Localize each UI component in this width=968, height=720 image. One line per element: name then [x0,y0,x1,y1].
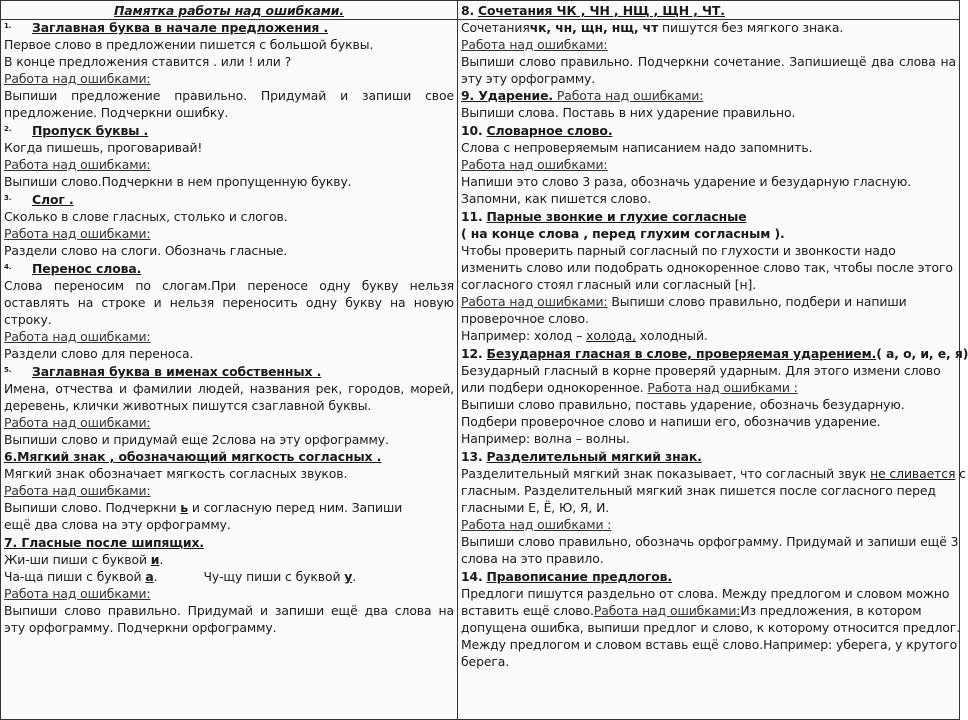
example-part: холо [635,328,670,343]
section-10-text: Запомни, как пишется слово. [461,191,652,206]
section-8-number: 8. [461,3,475,18]
section-14-text [461,602,956,619]
section-13-text-part: с [955,466,966,481]
section-2-heading [4,122,454,139]
section-2-title: Пропуск буквы . [32,123,149,138]
section-8-text-part: пишутся без мягкого знака. [658,20,844,35]
section-5-heading [4,363,454,380]
section-14-title: Правописание предлогов. [486,569,673,584]
work-on-errors-label: Работа над ошибками : [461,517,612,532]
section-1-text: В конце предложения ставится . или ! или ? [4,54,292,69]
section-14-text: Предлоги пишутся раздельно от слова. Между предлогом и словом можно [461,586,950,601]
work-on-errors-label: Работа над ошибками: [461,294,608,309]
section-13-text [461,465,966,482]
work-on-errors-label: Работа над ошибками: [4,586,151,601]
section-7-text-part: Чу-щу пиши с буквой [203,569,345,584]
vowel-letter: и [150,552,160,567]
work-on-errors-label: Работа над ошибками: [553,88,704,103]
section-3-text: Раздели слово на слоги. Обозначь гласные. [4,243,288,258]
work-on-errors-label: Работа над ошибками : [647,380,798,395]
section-12-text: Безударный гласный в корне проверяй ударным. Для этого измени слово [461,363,941,378]
section-11-text: изменить слово или подобрать однокоренное слово так, чтобы после этого [461,260,953,275]
work-on-errors-label: Работа над ошибками: [4,483,151,498]
section-1-title: Заглавная буква в начале предложения . [32,20,329,35]
example-word: холода, [586,328,636,343]
section-11-text: проверочное слово. [461,311,589,326]
section-3-number: 3. [4,194,12,202]
left-column [1,1,458,719]
work-on-errors-label: Работа над ошибками: [4,71,151,86]
section-12-text: Выпиши слово правильно, поставь ударение, обозначь безударную. [461,397,905,412]
section-12-title: Безударная гласная в слове, проверяемая ударением. [486,346,877,361]
section-1-heading [4,19,454,36]
section-8-text-part: Сочетания [461,20,530,35]
section-6-title: 6.Мягкий знак , обозначающий мягкость согласных . [4,449,382,464]
section-4-number: 4. [4,263,12,271]
section-7-text-part: Ча-ща пиши с буквой [4,569,146,584]
section-1-text: Первое слово в предложении пишется с большой буквы. [4,37,374,52]
section-4-text: строку. [4,312,52,327]
section-13-text: гласным. Разделительный мягкий знак пишется после согласного перед [461,483,936,498]
section-5-number: 5. [4,366,12,374]
section-7-text: Ча-ща пиши с буквой а. Чу-щу пиши с буквой у. [4,569,357,584]
section-13-text-part: Разделительный мягкий знак показывает, что согласный звук [461,466,871,481]
section-14-heading [461,568,956,585]
section-14-number: 14. [461,569,483,584]
section-13-text: Выпиши слово правильно, обозначь орфограмму. Придумай и запиши ещё 3 [461,534,959,549]
section-4-heading [4,260,454,277]
section-5-title: Заглавная буква в именах собственных . [32,364,322,379]
section-12-heading [461,345,968,362]
section-11-text [461,293,956,310]
example-letter: д [669,328,679,343]
letter-combinations: чк, чн, щн, нщ, чт [529,20,659,35]
section-7-text-part: Жи-ши пиши с буквой [4,552,151,567]
section-4-text: Раздели слово для переноса. [4,346,194,361]
section-11-heading [461,208,956,225]
section-6-text-part: Выпиши слово. Подчеркни [4,500,181,515]
section-10-text: Напиши это слово 3 раза, обозначь ударение и безударную гласную. [461,174,911,189]
section-11-example [461,327,956,344]
section-13-number: 13. [461,449,483,464]
section-10-text: Слова с непроверяемым написанием надо запомнить. [461,140,813,155]
section-6-text: ещё два слова на эту орфограмму. [4,517,231,532]
section-6-text: Мягкий знак обозначает мягкость согласных звуков. [4,466,348,481]
work-on-errors-label: Работа над ошибками: [4,157,151,172]
section-12-vowels: ( а, о, и, е, я) [876,346,968,361]
section-2-text: Выпиши слово.Подчеркни в нем пропущенную букву. [4,174,352,189]
section-14-text: допущена ошибка, выпиши предлог и слово, к которому относится предлог. [461,620,961,635]
section-11-subtitle: ( на конце слова , перед глухим согласным ). [461,226,785,241]
section-4-text: Слова переносим по слогам.При переносе одну букву нельзя [4,278,454,293]
soft-sign-letter: ь [180,500,189,515]
section-7-text: Жи-ши пиши с буквой и. [4,552,164,567]
section-8-heading [461,2,956,19]
right-column [458,1,968,719]
section-6-text [4,499,454,516]
section-13-title: Разделительный мягкий знак. [486,449,702,464]
section-12-text: Например: волна – волны. [461,431,630,446]
section-14-text-part: вставить ещё слово. [461,603,594,618]
section-2-text: Когда пишешь, проговаривай! [4,140,203,155]
section-4-text: оставлять на строке и нельзя переносить одну букву на новую [4,295,454,310]
section-14-text: берега. [461,654,510,669]
memo-title: Памятка работы над ошибками. [114,3,344,18]
example-part: Например: холод – [461,328,587,343]
section-12-text [461,379,956,396]
section-12-text: Подбери проверочное слово и напиши его, обозначив ударение. [461,414,881,429]
section-13-heading [461,448,956,465]
section-13-text: слова на это правило. [461,551,604,566]
work-on-errors-label: Работа над ошибками: [4,226,151,241]
section-12-text-part: или подбери однокоренное. [461,380,644,395]
section-7-text: эту орфограмму. Подчеркни орфограмму. [4,620,277,635]
section-8-text [461,19,956,36]
section-8-text: Выпиши слово правильно. Подчеркни сочетание. Запишиещё два слова на [461,54,956,69]
section-2-number: 2. [4,125,12,133]
section-11-number: 11. [461,209,483,224]
section-1-text: предложение. Подчеркни ошибку. [4,105,229,120]
work-on-errors-label: Работа над ошибками: [461,37,608,52]
section-4-title: Перенос слова. [32,261,142,276]
section-11-title: Парные звонкие и глухие согласные [486,209,747,224]
section-7-text: Выпиши слово правильно. Придумай и запиши ещё два слова на [4,603,454,618]
section-5-text: деревень, клички животных пишутся сзаглавной буквы. [4,398,372,413]
example-part: ный. [678,328,708,343]
section-10-title: Словарное слово. [486,123,613,138]
section-10-heading [461,122,956,139]
section-3-heading [4,191,454,208]
section-1-number: 1. [4,22,12,30]
section-7-title: 7. Гласные после шипящих. [4,535,204,550]
section-11-text: согласного стоял гласный или согласный [н]. [461,277,757,292]
work-on-errors-label: Работа над ошибками: [593,603,741,618]
section-10-number: 10. [461,123,483,138]
section-9-text: Выпиши слова. Поставь в них ударение правильно. [461,105,796,120]
section-3-title: Слог . [32,192,74,207]
work-on-errors-label: Работа над ошибками: [4,329,151,344]
vowel-letter: а [145,569,154,584]
section-6-text-part: и согласную перед ним. Запиши [188,500,403,515]
section-13-text: гласными Е, Ё, Ю, Я, И. [461,500,610,515]
section-5-text: Выпиши слово и придумай еще 2слова на эту орфограмму. [4,432,389,447]
section-14-text-part: Из предложения, в котором [740,603,922,618]
vowel-letter: у [344,569,353,584]
section-9-title: 9. Ударение. [461,88,553,103]
section-1-text: Выпиши предложение правильно. Придумай и запиши свое [4,88,454,103]
section-11-text-part: Выпиши слово правильно, подбери и напиши [607,294,907,309]
section-14-text: Между предлогом и словом вставь ещё слово.Например: уберега, у крутого [461,637,958,652]
section-8-title: Сочетания ЧК , ЧН , НЩ , ЩН , ЧТ. [477,3,725,18]
section-3-text: Сколько в слове гласных, столько и слогов. [4,209,288,224]
work-on-errors-label: Работа над ошибками: [461,157,608,172]
section-5-text: Имена, отчества и фамилии людей, названия рек, городов, морей, [4,381,454,396]
section-8-text: эту эту орфограмму. [461,71,596,86]
section-12-number: 12. [461,346,483,361]
not-merge-phrase: не сливается [870,466,956,481]
section-11-text: Чтобы проверить парный согласный по глухости и звонкости надо [461,243,896,258]
work-on-errors-label: Работа над ошибками: [4,415,151,430]
section-9-heading [461,87,956,104]
